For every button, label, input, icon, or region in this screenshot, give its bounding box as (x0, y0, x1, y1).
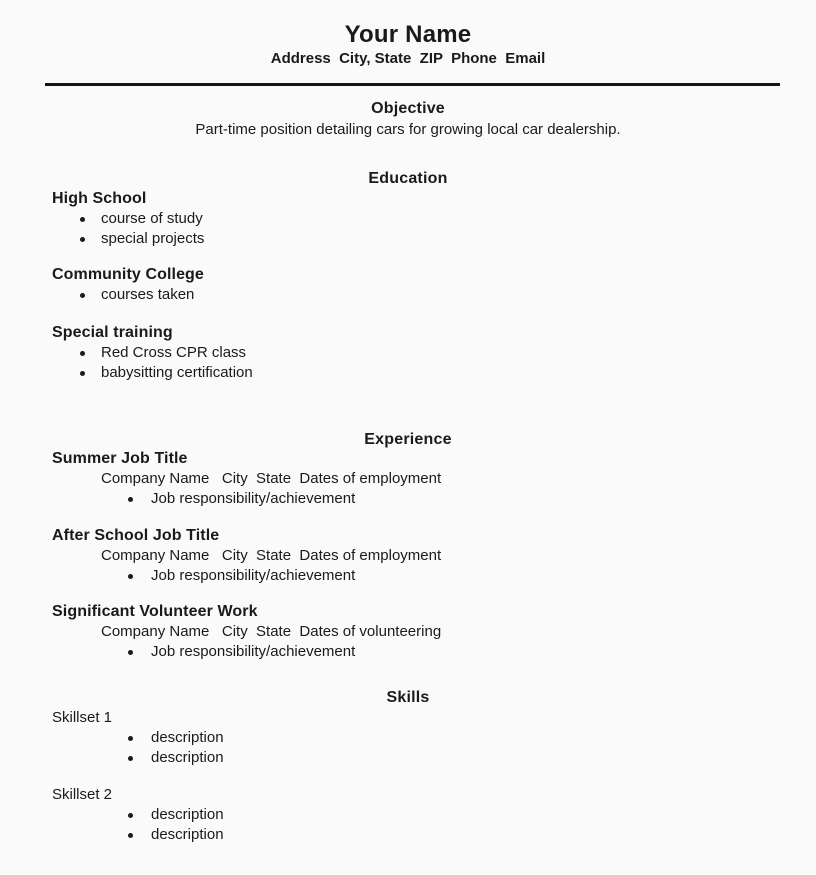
bullet-item: Job responsibility/achievement (0, 489, 816, 509)
experience-entry (0, 449, 816, 509)
bullet-item: description (0, 825, 816, 845)
section-title-education: Education (368, 170, 448, 187)
section-objective (0, 100, 816, 139)
company-line: Company Name City State Dates of volunteering (101, 623, 442, 640)
experience-entry (0, 526, 816, 586)
experience-entry-heading: Summer Job Title (52, 450, 188, 467)
education-bullet-list (0, 285, 816, 305)
education-entry (0, 323, 816, 383)
section-title-skills: Skills (386, 689, 430, 706)
skillset-heading: Skillset 2 (52, 786, 113, 803)
section-skills (0, 689, 816, 845)
bullet-item: courses taken (0, 285, 816, 305)
section-title-objective: Objective (371, 100, 445, 117)
skills-bullet-list (0, 728, 816, 768)
experience-entry-heading: After School Job Title (52, 527, 220, 544)
skills-bullet-list (0, 805, 816, 845)
person-name: Your Name (344, 21, 472, 48)
skills-entry (0, 785, 816, 845)
contact-line: Address City, State ZIP Phone Email (270, 50, 546, 67)
experience-entry-heading: Significant Volunteer Work (52, 603, 258, 620)
education-bullet-list (0, 209, 816, 249)
education-entry (0, 265, 816, 305)
bullet-item: babysitting certification (0, 363, 816, 383)
objective-text: Part-time position detailing cars for growing local car dealership. (195, 121, 621, 138)
experience-bullet-list (0, 566, 816, 586)
skills-entry (0, 708, 816, 768)
education-entry-heading: Community College (52, 266, 204, 283)
resume-header (0, 0, 816, 68)
bullet-item: Red Cross CPR class (0, 343, 816, 363)
bullet-item: Job responsibility/achievement (0, 642, 816, 662)
bullet-item: Job responsibility/achievement (0, 566, 816, 586)
bullet-item: course of study (0, 209, 816, 229)
bullet-item: description (0, 748, 816, 768)
experience-entry (0, 602, 816, 662)
section-title-experience: Experience (364, 431, 452, 448)
experience-bullet-list (0, 489, 816, 509)
education-bullet-list (0, 343, 816, 383)
education-entry-heading: Special training (52, 324, 173, 341)
company-line: Company Name City State Dates of employment (101, 470, 442, 487)
section-experience (0, 431, 816, 662)
section-education (0, 170, 816, 383)
header-divider (45, 83, 780, 86)
experience-bullet-list (0, 642, 816, 662)
skillset-heading: Skillset 1 (52, 709, 113, 726)
education-entry (0, 189, 816, 249)
bullet-item: description (0, 805, 816, 825)
bullet-item: special projects (0, 229, 816, 249)
education-entry-heading: High School (52, 190, 147, 207)
company-line: Company Name City State Dates of employment (101, 547, 442, 564)
bullet-item: description (0, 728, 816, 748)
